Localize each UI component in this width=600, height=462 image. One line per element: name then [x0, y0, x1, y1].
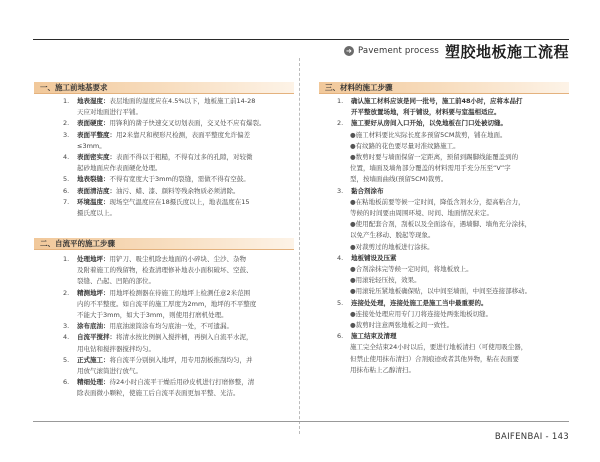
- list-item: 2. 施工要好从房间入口开始，以免地板在门口处被切缝。: [337, 119, 507, 128]
- list-item: 3. 黏合剂涂布: [337, 186, 384, 195]
- list-item: 3. 表面平整度：用2米靠尺和楔形尺检测，表面平整度允许偏差 ≤3mm。: [63, 130, 251, 150]
- section-banner-1: [34, 82, 294, 94]
- header-subtitle: Pavement process: [357, 46, 439, 56]
- sub-list-item: ●用滚轮压紧地板确保贴，以中间至墙面，中间至连接部移动。: [350, 287, 532, 296]
- sub-list-item: ●连接处处理应用专门刀将连接处两张地板切缝。: [350, 309, 493, 318]
- section-2-body: [60, 254, 298, 400]
- list-item: 6. 表面清洁度：油污、蜡、漆、颜料等残余物质必须清除。: [63, 186, 240, 195]
- list-item: 4. 自流平搅拌：将清水按比例倒入搅拌桶，再倒入自流平水泥， 用电钻和搅拌器搅拌均匀。: [63, 333, 253, 353]
- sub-list-item: ●合剂涂抹完等候一定时间，将地板放上。: [350, 265, 473, 274]
- list-item: 2. 精测地坪：用地坪检测器在待施工的地坪上检测任意2米范围 内的不平整度。如自流平的施工厚度为2mm，地坪的不平整度 不能大于3mm，如大于3mm，则使用打磨机处理。: [63, 288, 257, 320]
- list-item: 7. 环境温度：现场空气温度应在18摄氏度以上，地表温度在15 摄氏度以上。: [63, 197, 250, 218]
- list-item: 5. 正式施工：将自流平分别倒入地坪，用专用刮板推刮均匀，并 用放气滚筒进行放气。: [63, 355, 253, 376]
- list-item: 4. 表面密实度：表面不得以于粗糙，不得有过多的孔隙，对较微 起砂地面应作表面硬化处理。: [63, 153, 253, 173]
- list-item: 1. 地表湿度：表层地面的湿度应在4.5%以下，地板施工前14-28 天应对地面进行平铺。: [63, 97, 256, 117]
- list-item: 6. 施工结束及清理: [337, 332, 397, 341]
- sub-list-item: ●数剪时要与墙面保留一定距离，预留到踢脚线能覆盖到的 位置，墙面及墙角部分覆盖的材料需用手充分压至“V”字 型，按墙面曲线(预留5CM)裁剪。: [350, 153, 519, 184]
- list-item: 1. 处理地坪：用铲刀、吸尘机除去地面的小碎块、尘沙、杂物 及附着施工的残留物，检查清理修补地表小面积破坏、空鼓、 裂缝、凸起、凹陷的部位。: [63, 255, 253, 286]
- list-item: 6. 精细处理：待24小时自流平干燥后用砂皮机进行打磨修整，清 除表面微小颗粒，使施工后自流平表面更加平整、光洁。: [63, 378, 255, 398]
- list-item: 5. 地表裂缝：不得有宽度大于3mm的裂缝，需做不得有空鼓。: [63, 175, 250, 184]
- sub-list-item: ●对裁剪过的地板进行涂抹。: [350, 242, 434, 251]
- bottom-rule: [33, 421, 569, 422]
- list-item: 5. 连接处处理，连接处施工是施工当中最重要的。: [337, 298, 488, 307]
- list-item: 2. 表面硬度：用锋利的凿子快速交叉切划表面，交叉处不应有爆裂。: [63, 119, 266, 128]
- sub-list: [334, 309, 570, 331]
- sub-list-item: ●裁剪时注意两张地板之间一致性。: [350, 321, 454, 330]
- sub-list-item: ●使用配套合剂，刮板以及全面涂布，遇墙脚、墙角充分涂抹， 以免产生移动、脱起等现象。: [350, 220, 532, 240]
- column-divider: [299, 58, 300, 434]
- list-item: 3. 涂布底油：用底油滚筒涂布均匀底油一处，不可遗漏。: [63, 322, 233, 331]
- page-title: 塑胶地板施工流程: [444, 42, 569, 61]
- section-banner-3: [319, 82, 569, 94]
- list-item: 1. 确认施工材料应该是同一批号，施工前48小时，应将本品打 开平整放置场地，利于铺设，材料要与室温相适应。: [337, 97, 523, 117]
- sub-list-item: ●用滚轮轻压按，效果。: [350, 276, 421, 285]
- sub-list: [334, 130, 570, 186]
- section-3-body: [334, 96, 570, 376]
- page-number: BAIFENBAI - 143: [494, 432, 569, 442]
- sub-list-item: ●在粘地板前要等候一定时间，降低含剂水分，提高粘合力， 等候的时间要由周围环境、时间、地面情况来定。: [350, 197, 525, 218]
- section-title: 二、自流平的施工步骤: [40, 239, 115, 248]
- pavement-arrow-icon: ➜: [344, 46, 354, 56]
- section-1-body: [60, 96, 298, 219]
- sub-list: [334, 197, 570, 253]
- section-title: 三、材料的施工步骤: [325, 83, 393, 92]
- page-header: [344, 40, 569, 62]
- list-item: 4. 地板铺设及压紧: [337, 253, 397, 262]
- sub-list-item: ●有纹路的花色要尽量对准纹路施工。: [350, 141, 460, 150]
- sub-list: [334, 264, 570, 298]
- paragraph: 施工完全结束24小时以后，要进行地板清扫（可使用吸尘器， 但禁止使用抹布清扫）合剂痕迹或者其他异物，粘在表面要 用抹布粘上乙醇清扫。: [350, 343, 528, 374]
- section-banner-2: [34, 238, 294, 250]
- section-title: 一、施工前地基要求: [40, 83, 108, 92]
- sub-list-item: ●施工材料要比实际长度多预留5CM裁剪，铺在地面。: [350, 130, 507, 139]
